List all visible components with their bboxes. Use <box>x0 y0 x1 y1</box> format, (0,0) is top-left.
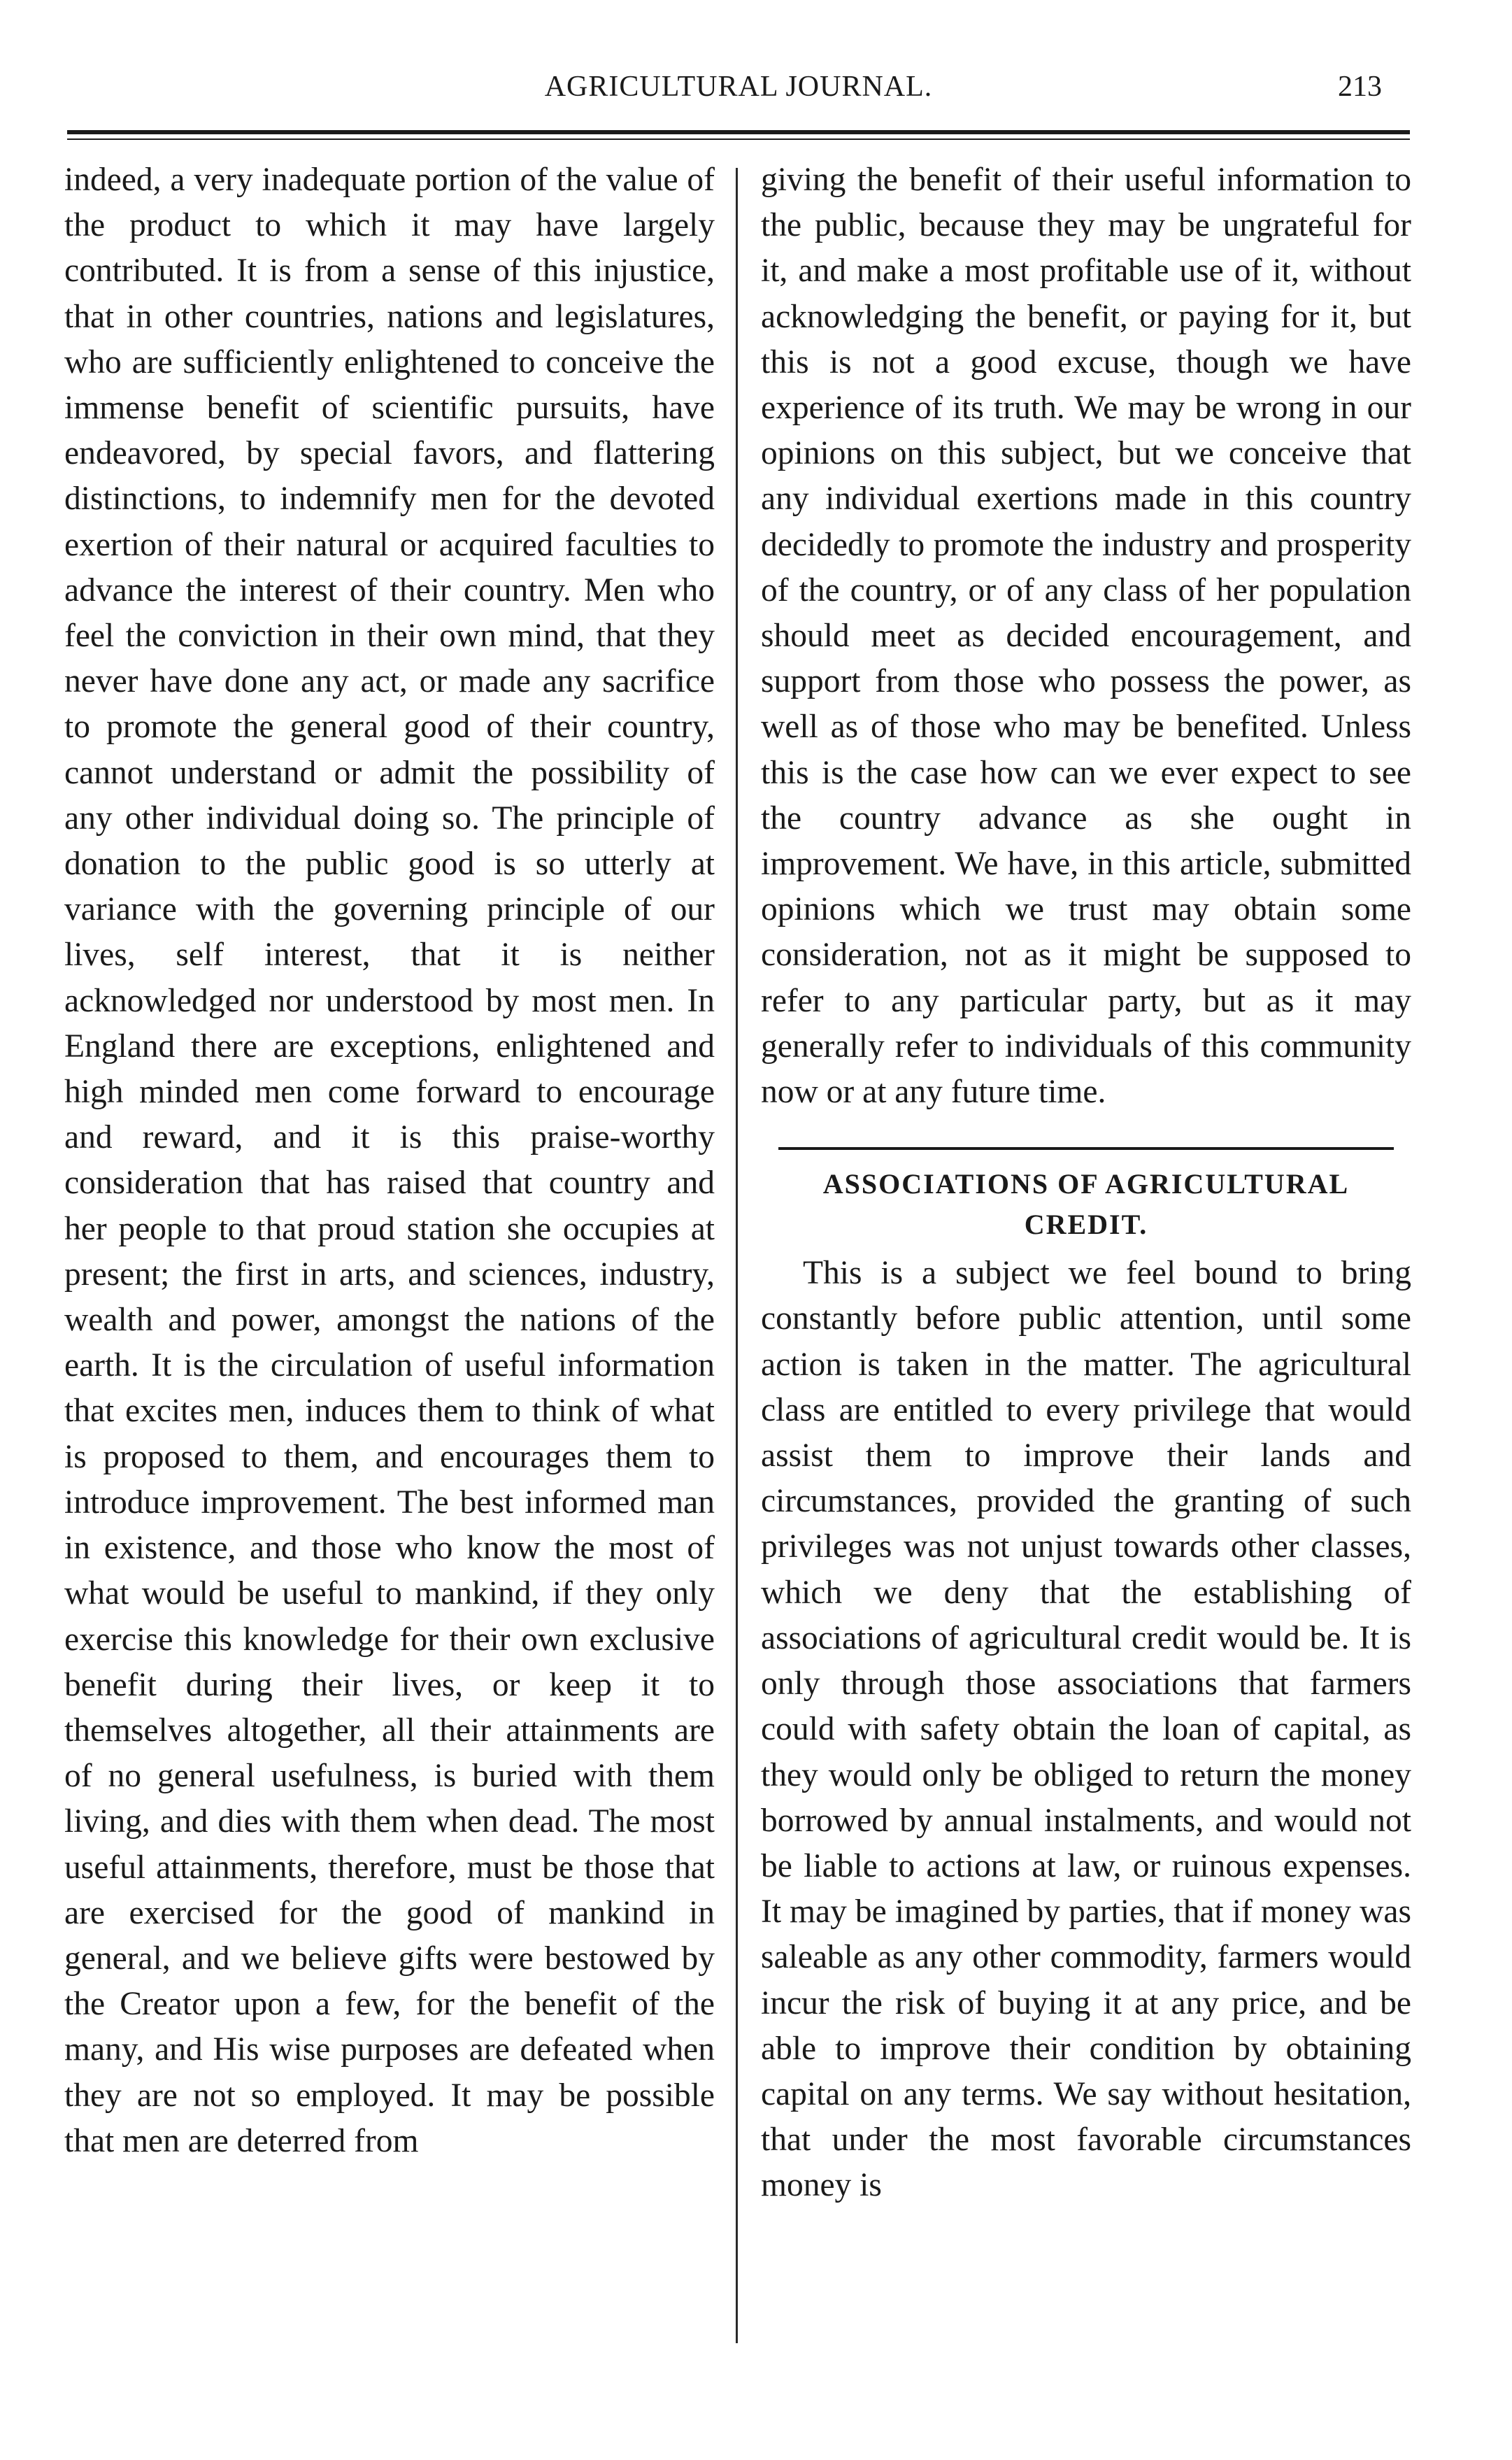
column-divider <box>736 168 738 2343</box>
page-header <box>67 63 1410 119</box>
section-heading: ASSOCIATIONS OF AGRICULTURAL CREDIT. <box>822 1168 1350 1241</box>
section-rule <box>778 1147 1394 1150</box>
left-column <box>64 157 715 2164</box>
section-body-text: This is a subject we feel bound to bring constantly before public attention, until some action is taken in the matter. The agricultural class are entitled to every privilege that would assist them to improve their lands and circumstances, provided the granting of such privileges was not unjust towards other classes, which we deny that the establishing of associations of agricultural credit would be. It is only through those associations that farmers could with safety obtain the loan of capital, as they would only be obliged to return the money borrowed by annual instalments, and would not be liable to actions at law, or ruinous expenses. It may be imagined by parties, that if money was saleable as any other commodity, farmers would incur the risk of buying it at any price, and be able to improve their condition by obtaining capital on any terms. We say without hesitation, that under the most favorable circumstances money is <box>761 1255 1411 2204</box>
right-column <box>761 157 1411 2209</box>
header-rule-thin <box>67 138 1410 140</box>
running-title: AGRICULTURAL JOURNAL. <box>544 71 933 103</box>
page-number: 213 <box>1338 71 1382 103</box>
left-column-text: indeed, a very inadequate portion of the value of the product to which it may have largely contributed. It is from a sense of this injustice, that in other countries, nations and legislatures, who are sufficiently enlightened to conceive the immense benefit of scientific pursuits, have endeavored, by special favors, and flattering distinctions, to indemnify men for the devoted exertion of their natural or acquired faculties to advance the interest of their country. Men who feel the conviction in their own mind, that they never have done any act, or made any sacrifice to promote the general good of their country, cannot understand or admit the possibility of any other individual doing so. The principle of donation to the public good is so utterly at variance with the governing principle of our lives, self interest, that it is neither acknowledged nor understood by most men. In England there are exceptions, enlightened and high minded men come forward to encourage and reward, and it is this praise-worthy consideration that has raised that country and her people to that proud station she occupies at present; the first in arts, and sciences, industry, wealth and power, amongst the nations of the earth. It is the circulation of useful information that excites men, induces them to think of what is proposed to them, and encourages them to introduce improvement. The best informed man in existence, and those who know the most of what would be useful to mankind, if they only exercise this knowledge for their own exclusive benefit during their lives, or keep it to themselves altogether, all their attainments are of no general usefulness, is buried with them living, and dies with them when dead. The most useful attainments, therefore, must be those that are exercised for the good of mankind in general, and we believe gifts were bestowed by the Creator upon a few, for the benefit of the many, and His wise purposes are defeated when they are not so employed. It may be possible that men are deterred from <box>64 162 715 2159</box>
right-column-continuation: giving the benefit of their useful information to the public, because they may be ungrateful for it, and make a most profitable use of it, without acknowledging the benefit, or paying for it, but this is not a good excuse, though we have experience of its truth. We may be wrong in our opinions on this subject, but we conceive that any individual exertions made in this country decidedly to promote the industry and prosperity of the country, or of any class of her population should meet as decided encouragement, and support from those who possess the power, as well as of those who may be benefited. Unless this is the case how can we ever expect to see the country advance as she ought in improvement. We have, in this article, submitted opinions which we trust may obtain some consideration, not as it might be supposed to refer to any particular party, but as it may generally refer to individuals of this community now or at any future time. <box>761 162 1411 1111</box>
header-rule-thick <box>67 130 1410 134</box>
